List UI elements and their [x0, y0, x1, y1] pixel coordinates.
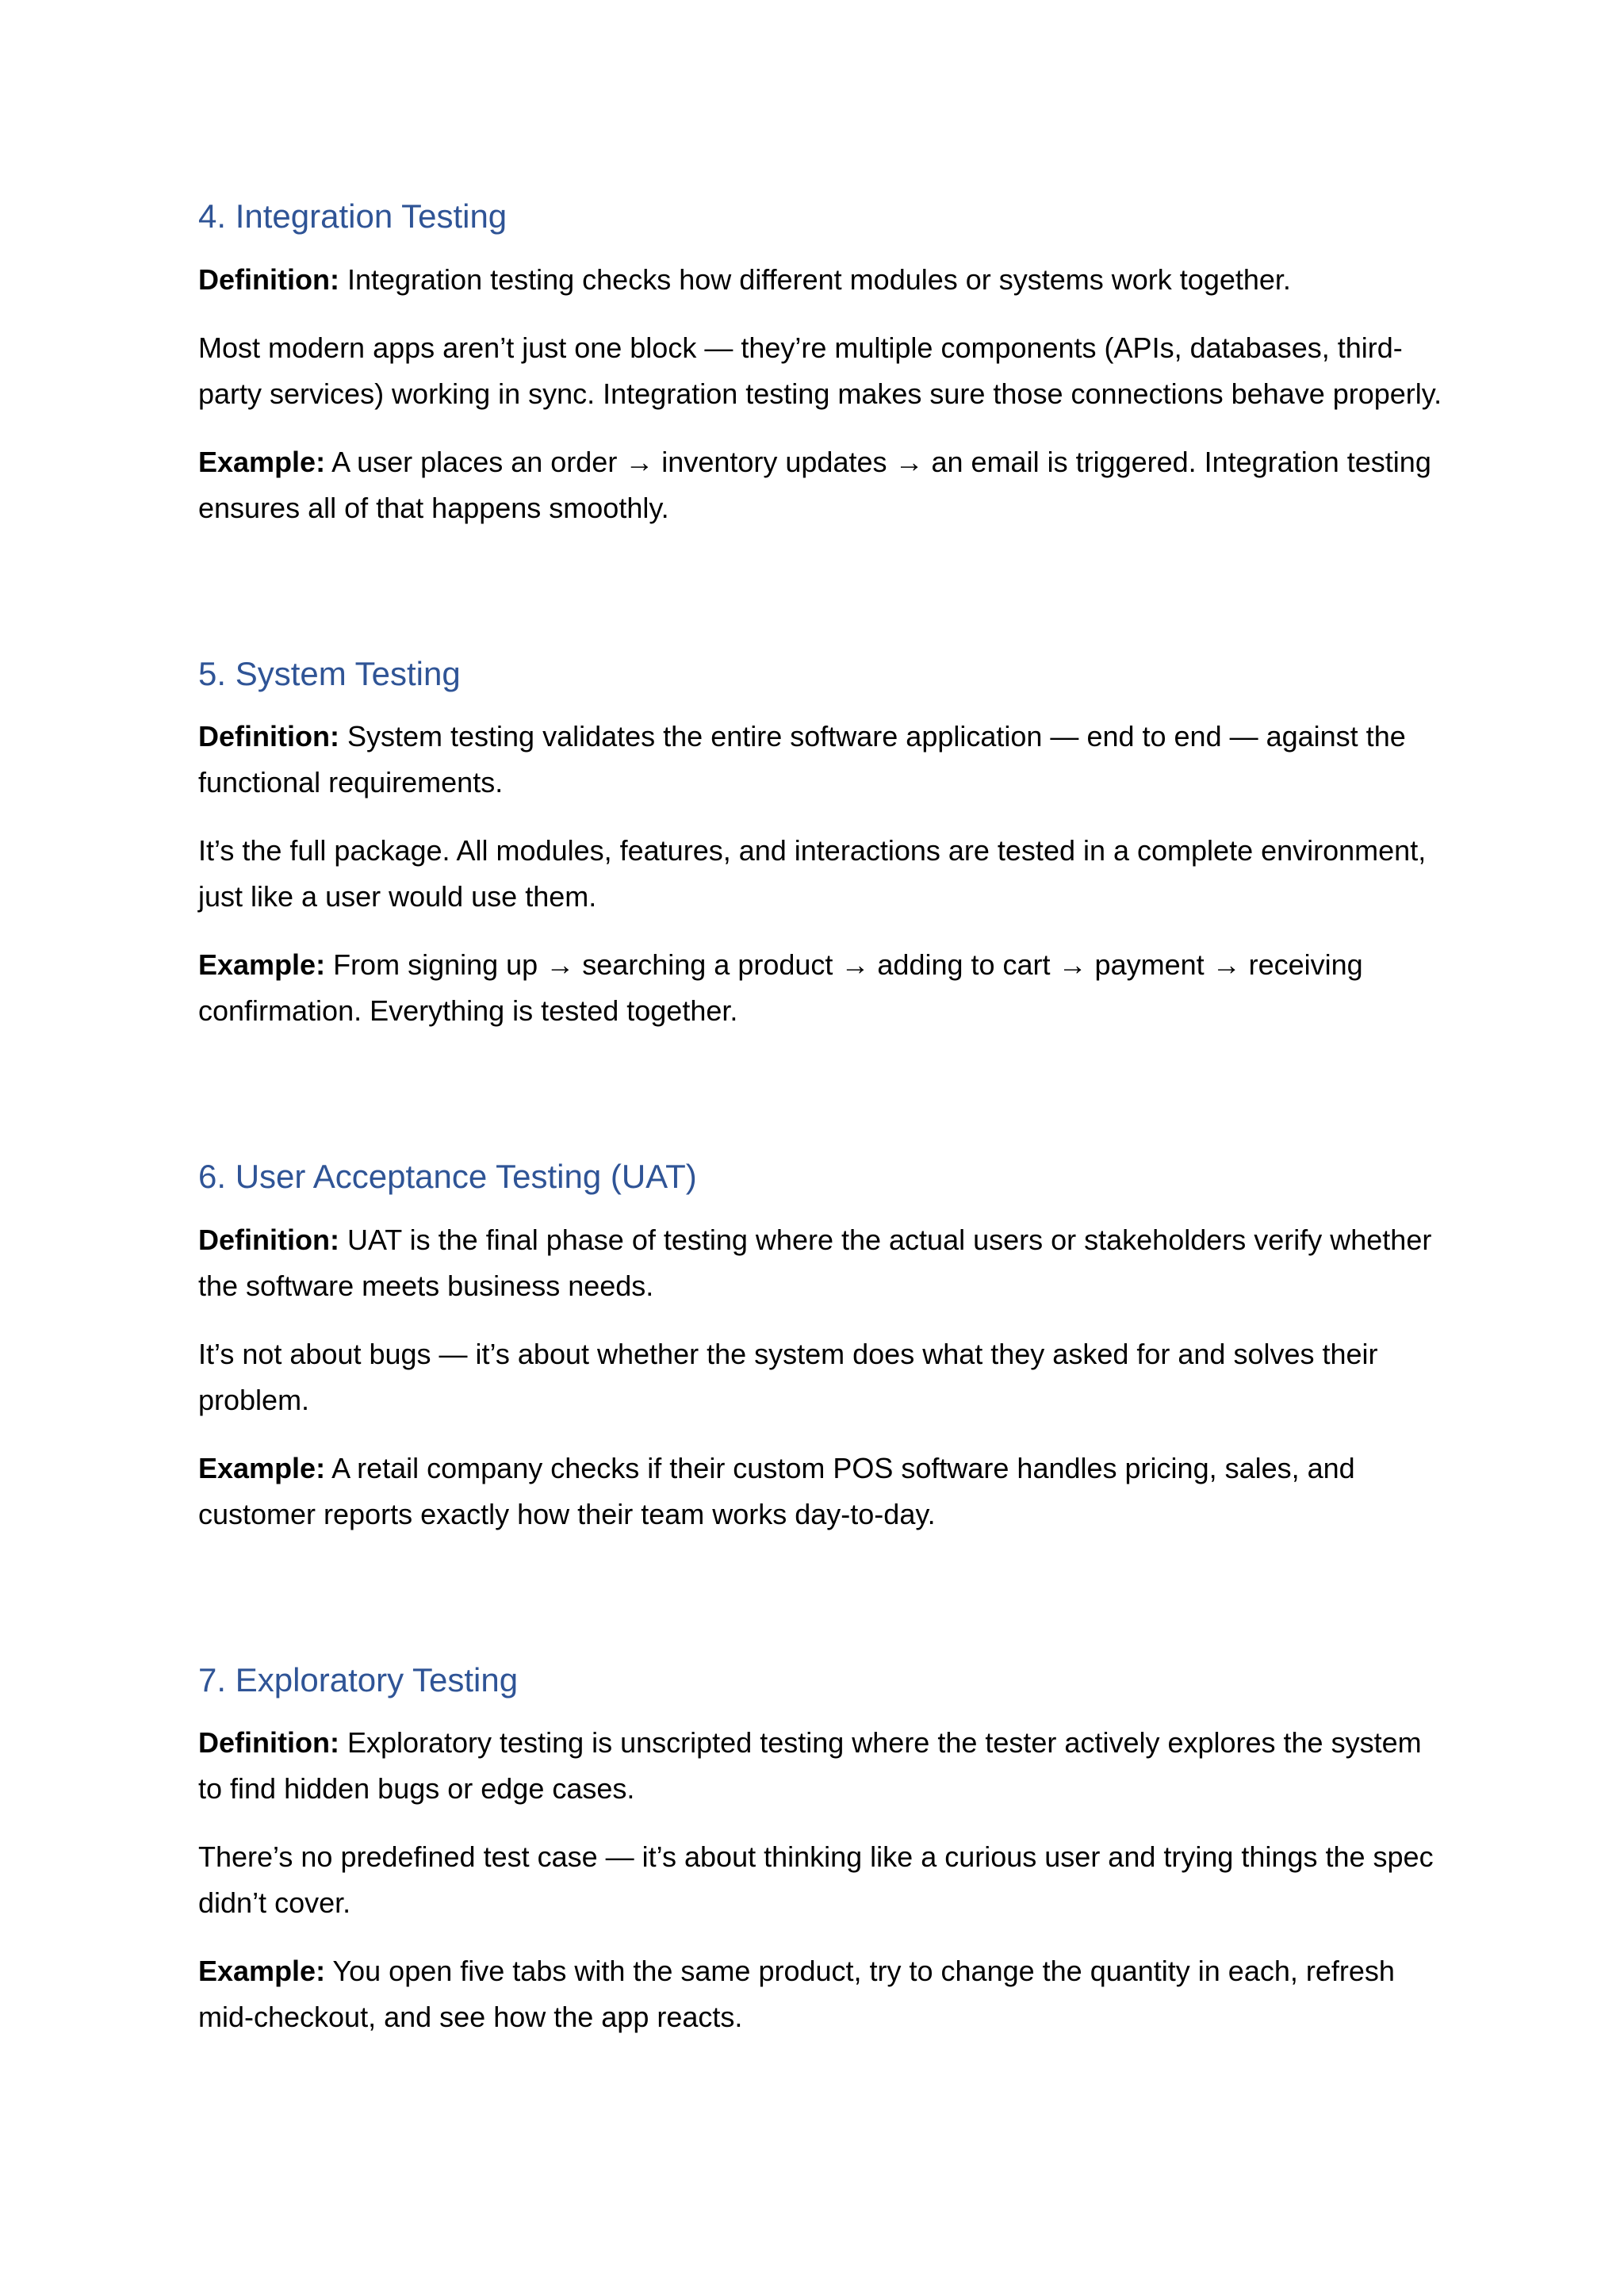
definition-label: Definition:	[198, 262, 339, 296]
example-paragraph	[198, 942, 1451, 1034]
definition-text: System testing validates the entire software application — end to end — against the functional requirements.	[198, 720, 1406, 798]
definition-text: Exploratory testing is unscripted testing where the tester actively explores the system to find hidden bugs or edge cases.	[198, 1726, 1422, 1805]
section-heading: 6. User Acceptance Testing (UAT)	[198, 1158, 697, 1195]
section-user-acceptance-testing	[198, 1156, 1451, 1538]
definition-paragraph	[198, 1720, 1451, 1812]
example-text: A user places an order → inventory updates → an email is triggered. Integration testing ensures all of that happens smoothly.	[198, 445, 1431, 524]
example-label: Example:	[198, 1451, 326, 1484]
example-paragraph	[198, 1446, 1451, 1538]
example-text: From signing up → searching a product → adding to cart → payment → receiving confirmation. Everything is tested together.	[198, 948, 1363, 1027]
body-paragraph: It’s the full package. All modules, features, and interactions are tested in a complete environment, just like a user would use them.	[198, 834, 1427, 913]
definition-text: UAT is the final phase of testing where the actual users or stakeholders verify whether the software meets business needs.	[198, 1223, 1432, 1302]
example-text: You open five tabs with the same product, try to change the quantity in each, refresh mid-checkout, and see how the app reacts.	[198, 1955, 1395, 2033]
example-label: Example:	[198, 948, 326, 981]
definition-text: Integration testing checks how different modules or systems work together.	[339, 262, 1291, 296]
example-text: A retail company checks if their custom POS software handles pricing, sales, and customer reports exactly how their team works day-to-day.	[198, 1451, 1355, 1530]
definition-label: Definition:	[198, 720, 339, 753]
section-exploratory-testing	[198, 1660, 1451, 2041]
definition-paragraph	[198, 257, 1451, 303]
definition-paragraph	[198, 714, 1451, 806]
definition-paragraph	[198, 1217, 1451, 1309]
example-label: Example:	[198, 445, 326, 478]
section-system-testing	[198, 653, 1451, 1035]
definition-label: Definition:	[198, 1223, 339, 1256]
body-paragraph: It’s not about bugs — it’s about whether the system does what they asked for and solves their problem.	[198, 1337, 1378, 1416]
section-heading: 5. System Testing	[198, 654, 461, 692]
section-heading: 4. Integration Testing	[198, 197, 508, 235]
document-page	[198, 196, 1451, 2040]
example-paragraph	[198, 439, 1451, 531]
section-heading: 7. Exploratory Testing	[198, 1660, 519, 1698]
definition-label: Definition:	[198, 1726, 339, 1759]
example-paragraph	[198, 1948, 1451, 2040]
body-paragraph: Most modern apps aren’t just one block — they’re multiple components (APIs, databases, third-party services) working in sync. Integration testing makes sure those connections behave properly.	[198, 331, 1442, 410]
body-paragraph: There’s no predefined test case — it’s about thinking like a curious user and trying things the spec didn’t cover.	[198, 1840, 1434, 1919]
example-label: Example:	[198, 1955, 326, 1987]
section-integration-testing	[198, 196, 1451, 531]
